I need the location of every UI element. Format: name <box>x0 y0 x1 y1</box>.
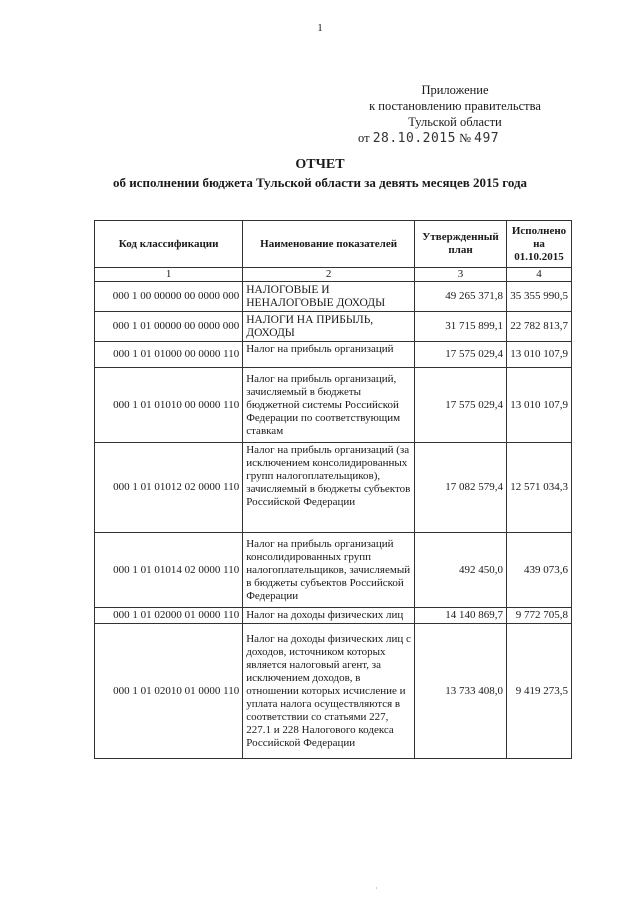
row-plan: 49 265 371,8 <box>415 282 507 312</box>
row-name: Налог на прибыль организаций консолидированных групп налогоплательщиков, зачисляемый в бюджеты субъектов Российской Федерации <box>243 533 415 608</box>
appendix-date-prefix: от <box>358 131 370 145</box>
row-code: 000 1 01 00000 00 0000 000 <box>95 312 243 342</box>
header-done: Исполнено на 01.10.2015 <box>507 221 572 268</box>
row-code: 000 1 01 01014 02 0000 110 <box>95 533 243 608</box>
appendix-signature-line <box>355 130 555 147</box>
table-row <box>95 368 572 443</box>
header-plan: Утвержденный план <box>415 221 507 268</box>
row-code: 000 1 01 02000 01 0000 110 <box>95 608 243 624</box>
row-plan: 31 715 899,1 <box>415 312 507 342</box>
table-row <box>95 533 572 608</box>
report-subtitle: об исполнении бюджета Тульской области за девять месяцев 2015 года <box>112 175 528 190</box>
appendix-line-1: Приложение <box>421 83 489 97</box>
appendix-number-sign: № <box>459 131 472 145</box>
row-code: 000 1 01 01012 02 0000 110 <box>95 443 243 533</box>
column-number: 4 <box>507 268 572 282</box>
header-code: Код классификации <box>95 221 243 268</box>
table-row <box>95 443 572 533</box>
row-done: 9 772 705,8 <box>507 608 572 624</box>
row-done: 9 419 273,5 <box>507 624 572 759</box>
row-plan: 17 575 029,4 <box>415 368 507 443</box>
row-plan: 13 733 408,0 <box>415 624 507 759</box>
table-row <box>95 312 572 342</box>
row-name: НАЛОГИ НА ПРИБЫЛЬ, ДОХОДЫ <box>243 312 415 342</box>
row-name: Налог на прибыль организаций <box>243 342 415 368</box>
row-plan: 17 575 029,4 <box>415 342 507 368</box>
row-code: 000 1 01 02010 01 0000 110 <box>95 624 243 759</box>
table-row <box>95 624 572 759</box>
row-done: 12 571 034,3 <box>507 443 572 533</box>
row-name: Налог на доходы физических лиц <box>243 608 415 624</box>
row-done: 13 010 107,9 <box>507 368 572 443</box>
table-row <box>95 608 572 624</box>
row-plan: 492 450,0 <box>415 533 507 608</box>
row-name: Налог на доходы физических лиц с доходов, источником которых является налоговый агент, за исключением доходов, в отношении которых исчисление и уплата налога осуществляются в соответствии со статьями 227, 227.1 и 228 Налогового кодекса Российской Федерации <box>243 624 415 759</box>
row-done: 13 010 107,9 <box>507 342 572 368</box>
row-code: 000 1 01 01000 00 0000 110 <box>95 342 243 368</box>
row-name: Налог на прибыль организаций, зачисляемый в бюджеты бюджетной системы Российской Федерации по соответствующим ставкам <box>243 368 415 443</box>
row-plan: 17 082 579,4 <box>415 443 507 533</box>
row-name: Налог на прибыль организаций (за исключением консолидированных групп налогоплательщиков), зачисляемый в бюджеты субъектов Российской Федерации <box>243 443 415 533</box>
row-done: 35 355 990,5 <box>507 282 572 312</box>
appendix-date: 28.10.2015 <box>372 131 456 146</box>
row-done: 439 073,6 <box>507 533 572 608</box>
report-title: ОТЧЕТ <box>295 157 345 172</box>
appendix-block <box>355 82 555 147</box>
column-number-row <box>95 268 572 282</box>
column-number: 3 <box>415 268 507 282</box>
header-name: Наименование показателей <box>243 221 415 268</box>
row-done: 22 782 813,7 <box>507 312 572 342</box>
report-title-block <box>0 156 640 192</box>
row-code: 000 1 01 01010 00 0000 110 <box>95 368 243 443</box>
scan-artifact-dot: · <box>375 884 378 893</box>
appendix-line-3: Тульской области <box>408 115 502 129</box>
row-code: 000 1 00 00000 00 0000 000 <box>95 282 243 312</box>
table-row <box>95 282 572 312</box>
row-name: НАЛОГОВЫЕ И НЕНАЛОГОВЫЕ ДОХОДЫ <box>243 282 415 312</box>
appendix-number: 497 <box>474 131 500 146</box>
page-number: 1 <box>317 22 323 34</box>
table-row <box>95 342 572 368</box>
row-plan: 14 140 869,7 <box>415 608 507 624</box>
budget-report-table <box>94 220 572 759</box>
column-number: 2 <box>243 268 415 282</box>
table-header-row <box>95 221 572 268</box>
column-number: 1 <box>95 268 243 282</box>
appendix-line-2: к постановлению правительства <box>369 99 541 113</box>
